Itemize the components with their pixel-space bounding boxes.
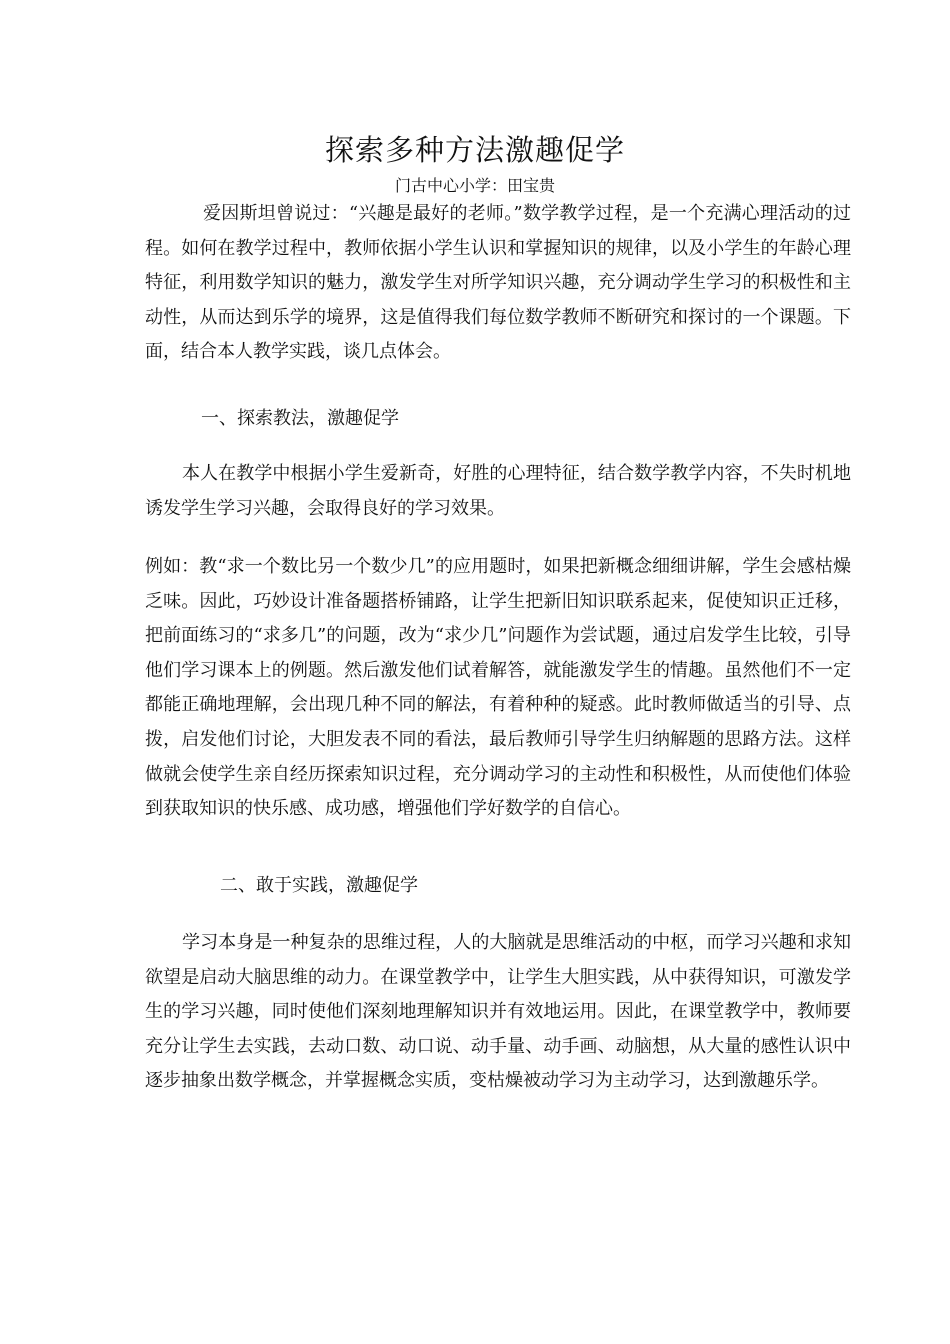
section-1-paragraph-2: 例如：教“求一个数比另一个数少几”的应用题时，如果把新概念细细讲解，学生会感枯燥乏味。因此，巧妙设计准备题搭桥铺路，让学生把新旧知识联系起来，促使知识正迁移，把前面练习的“求多几”的问题，改为“求少几”问题作为尝试题，通过启发学生比较，引导他们学习课本上的例题。然后激发他们试着解答，就能激发学生的情趣。虽然他们不一定都能正确地理解，会出现几种不同的解法，有着种种的疑惑。此时教师做适当的引导、点拨，启发他们讨论，大胆发表不同的看法，最后教师引导学生归纳解题的思路方法。这样做就会使学生亲自经历探索知识过程，充分调动学习的主动性和积极性，从而使他们体验到获取知识的快乐感、成功感，增强他们学好数学的自信心。: [145, 556, 851, 820]
section-1-paragraph-1: 本人在教学中根据小学生爱新奇，好胜的心理特征，结合数学教学内容，不失时机地诱发学生学习兴趣，会取得良好的学习效果。: [145, 463, 851, 519]
intro-paragraph: 爱因斯坦曾说过：“兴趣是最好的老师。”数学教学过程，是一个充满心理活动的过程。如何在教学过程中，教师依据小学生认识和掌握知识的规律，以及小学生的年龄心理特征，利用数学知识的魅力，激发学生对所学知识兴趣，充分调动学生学习的积极性和主动性，从而达到乐学的境界，这是值得我们每位数学教师不断研究和探讨的一个课题。下面，结合本人教学实践，谈几点体会。: [145, 203, 851, 363]
section-2-paragraph-1: 学习本身是一种复杂的思维过程，人的大脑就是思维活动的中枢，而学习兴趣和求知欲望是启动大脑思维的动力。在课堂教学中，让学生大胆实践，从中获得知识，可激发学生的学习兴趣，同时使他们深刻地理解知识并有效地运用。因此，在课堂教学中，教师要充分让学生去实践，去动口数、动口说、动手量、动手画、动脑想，从大量的感性认识中逐步抽象出数学概念，并掌握概念实质，变枯燥被动学习为主动学习，达到激趣乐学。: [145, 932, 851, 1092]
section-2-heading: 二、敢于实践，激趣促学: [220, 875, 418, 896]
document-title: 探索多种方法激趣促学: [324, 133, 625, 167]
section-1-heading: 一、探索教法，激趣促学: [201, 408, 399, 429]
author-line: 门古中心小学：田宝贵: [394, 176, 555, 195]
